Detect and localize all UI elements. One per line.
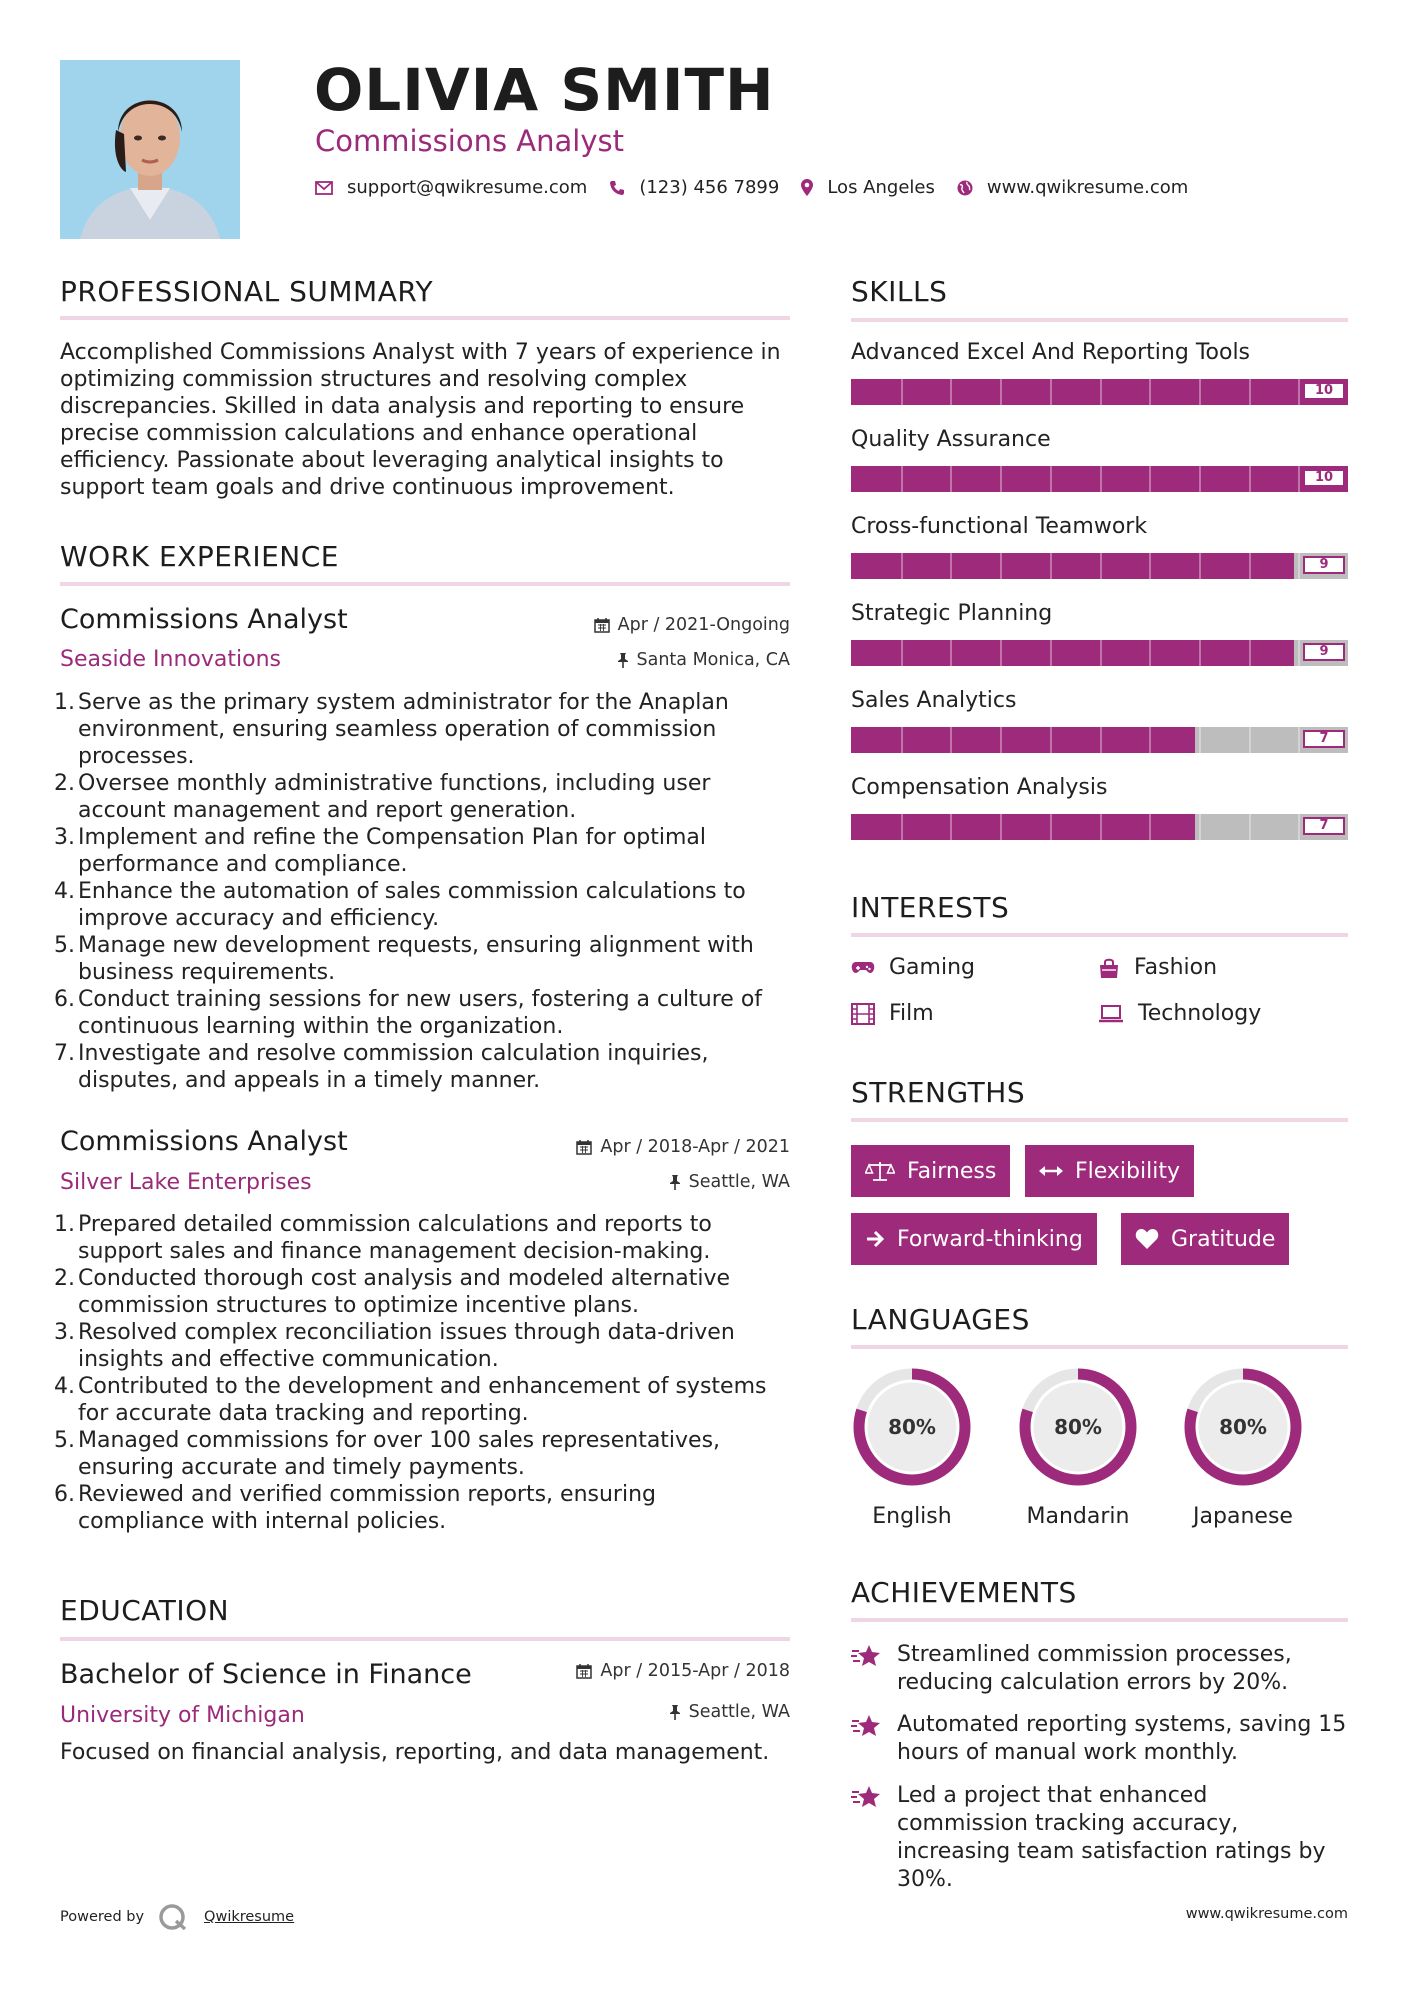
- achievement-line: increasing team satisfaction ratings by: [897, 1839, 1326, 1864]
- skill-bar-segment: [1249, 553, 1251, 579]
- profile-photo: [60, 60, 240, 239]
- education-degree: Bachelor of Science in Finance: [60, 1659, 472, 1690]
- achievements-divider: [851, 1618, 1348, 1622]
- contact-email-text: support@qwikresume.com: [347, 177, 588, 198]
- gamepad-icon: [851, 961, 875, 975]
- job-location-text: Seattle, WA: [688, 1172, 790, 1192]
- skill-bar: [851, 814, 1348, 840]
- strength-tag-gratitude: [1121, 1213, 1289, 1265]
- skill-bar-segment: [1149, 466, 1151, 492]
- skill-bar-segment: [950, 466, 952, 492]
- interests-divider: [851, 933, 1348, 937]
- list-item: 1. Serve as the primary system administrator for the Anaplan environment, ensuring seamless operation of commission processes.: [54, 690, 729, 769]
- skill-bar: [851, 379, 1348, 405]
- arrow-right-icon: [865, 1230, 885, 1248]
- achievement-line: Automated reporting systems, saving 15: [897, 1712, 1347, 1737]
- skill-bar-segment: [901, 553, 903, 579]
- skill-bar-segment: [1149, 727, 1151, 753]
- skill-bar-segment: [901, 814, 903, 840]
- arrows-horizontal-icon: [1039, 1164, 1063, 1178]
- skill-bar-segment: [1050, 466, 1052, 492]
- languages-heading: LANGUAGES: [851, 1303, 1030, 1336]
- skill-bar-segment: [1249, 379, 1251, 405]
- job-dates-text: Apr / 2018-Apr / 2021: [600, 1137, 790, 1157]
- skill-bar-segment: [1149, 379, 1151, 405]
- strengths-divider: [851, 1118, 1348, 1122]
- skill-bar-segment: [1050, 379, 1052, 405]
- skill-bar-segment: [901, 466, 903, 492]
- skill-bar-segment: [1298, 466, 1300, 492]
- language-item: [1017, 1366, 1139, 1529]
- skill-level-badge: 10: [1303, 469, 1345, 487]
- list-item: 2. Conducted thorough cost analysis and modeled alternative commission structures to optimize incentive plans.: [54, 1266, 730, 1318]
- contact-email[interactable]: [315, 177, 587, 198]
- calendar-icon: [576, 1139, 592, 1155]
- candidate-name: OLIVIA SMITH: [314, 56, 775, 124]
- job-dates: [594, 615, 790, 635]
- heart-icon: [1135, 1228, 1159, 1250]
- summary-line: support team goals and drive continuous improvement.: [60, 475, 675, 500]
- globe-icon: [957, 180, 973, 196]
- skill-name: Sales Analytics: [851, 688, 1017, 713]
- contact-website[interactable]: [957, 177, 1188, 198]
- skill-bar: [851, 727, 1348, 753]
- summary-line: discrepancies. Skilled in data analysis and reporting to ensure: [60, 394, 745, 419]
- language-ring: [851, 1366, 973, 1488]
- contact-website-text: www.qwikresume.com: [986, 177, 1189, 198]
- strength-label: Flexibility: [1075, 1158, 1180, 1184]
- skill-name: Strategic Planning: [851, 601, 1053, 626]
- summary-line: optimizing commission structures and resolving complex: [60, 367, 688, 392]
- languages-divider: [851, 1345, 1348, 1349]
- strength-tag-forward-thinking: [851, 1213, 1097, 1265]
- skill-bar-segment: [1249, 640, 1251, 666]
- skill-bar-segment: [1100, 727, 1102, 753]
- job-company: Seaside Innovations: [60, 647, 281, 672]
- skill-bar-segment: [1100, 553, 1102, 579]
- skill-bar-segment: [1199, 814, 1201, 840]
- skill-level-badge: 7: [1303, 730, 1345, 748]
- language-percent: 80%: [1054, 1415, 1102, 1439]
- skill-bar-segment: [950, 553, 952, 579]
- summary-heading: PROFESSIONAL SUMMARY: [60, 275, 434, 308]
- achievement-line: Led a project that enhanced: [897, 1783, 1208, 1808]
- job-dates-text: Apr / 2021-Ongoing: [617, 615, 790, 635]
- achievement-line: commission tracking accuracy,: [897, 1811, 1239, 1836]
- skill-bar-segment: [1050, 553, 1052, 579]
- skills-divider: [851, 318, 1348, 322]
- job-dates: [576, 1137, 790, 1157]
- achievement-item: [851, 1641, 1292, 1697]
- phone-icon: [609, 180, 625, 196]
- skill-level-badge: 7: [1303, 817, 1345, 835]
- language-name: Japanese: [1193, 1504, 1293, 1529]
- skill-bar-segment: [1199, 466, 1201, 492]
- language-item: [1182, 1366, 1304, 1529]
- skill-name: Quality Assurance: [851, 427, 1051, 452]
- skill-bar-segment: [1100, 814, 1102, 840]
- skill-bar-segment: [950, 379, 952, 405]
- job-responsibilities: [54, 1211, 790, 1535]
- list-item: 2. Oversee monthly administrative functions, including user account management and report generation.: [54, 771, 711, 823]
- interests-heading: INTERESTS: [851, 891, 1010, 924]
- candidate-role: Commissions Analyst: [315, 124, 624, 158]
- skill-bar-segment: [1249, 466, 1251, 492]
- skills-heading: SKILLS: [851, 275, 948, 308]
- skill-item: [851, 340, 1348, 405]
- job-title: Commissions Analyst: [60, 604, 348, 635]
- achievement-line: hours of manual work monthly.: [897, 1740, 1239, 1765]
- skill-bar: [851, 553, 1348, 579]
- skill-bar-segment: [901, 640, 903, 666]
- skill-item: [851, 775, 1348, 840]
- skill-bar-segment: [1149, 640, 1151, 666]
- list-item: 6. Conduct training sessions for new users, fostering a culture of continuous learning within the organization.: [54, 987, 763, 1039]
- skill-bar: [851, 466, 1348, 492]
- skill-bar-fill: [851, 553, 1294, 579]
- map-marker-icon: [801, 179, 813, 196]
- pushpin-icon: [669, 1704, 681, 1720]
- contact-phone-text: (123) 456 7899: [639, 177, 780, 198]
- shooting-star-icon: [851, 1713, 883, 1739]
- skill-name: Cross-functional Teamwork: [851, 514, 1148, 539]
- contact-location-text: Los Angeles: [827, 177, 935, 198]
- pushpin-icon: [617, 652, 629, 668]
- skill-bar-segment: [1199, 379, 1201, 405]
- skill-bar-segment: [1249, 814, 1251, 840]
- contact-phone[interactable]: [609, 177, 779, 198]
- skill-bar-segment: [1050, 814, 1052, 840]
- shooting-star-icon: [851, 1784, 883, 1810]
- skill-bar-segment: [1249, 727, 1251, 753]
- powered-by-text: Powered by: [60, 1909, 145, 1925]
- list-item: 6. Reviewed and verified commission reports, ensuring compliance with internal policies.: [54, 1482, 656, 1534]
- skill-bar-segment: [1149, 814, 1151, 840]
- balance-scale-icon: [865, 1160, 895, 1182]
- film-icon: [851, 1003, 875, 1025]
- skill-bar-segment: [1298, 727, 1300, 753]
- language-name: Mandarin: [1026, 1504, 1130, 1529]
- job-title: Commissions Analyst: [60, 1126, 348, 1157]
- skill-bar-segment: [901, 727, 903, 753]
- skill-bar-segment: [950, 814, 952, 840]
- skill-bar-segment: [950, 727, 952, 753]
- calendar-icon: [576, 1663, 592, 1679]
- profile-photo-illustration: [60, 60, 240, 239]
- job-company: Silver Lake Enterprises: [60, 1170, 312, 1195]
- interest-item-gaming: [851, 955, 975, 980]
- interest-label: Gaming: [889, 955, 975, 980]
- skill-name: Advanced Excel And Reporting Tools: [851, 340, 1251, 365]
- skill-bar: [851, 640, 1348, 666]
- education-dates-text: Apr / 2015-Apr / 2018: [600, 1661, 790, 1681]
- strengths-heading: STRENGTHS: [851, 1076, 1026, 1109]
- calendar-icon: [594, 617, 610, 633]
- skill-bar-segment: [1298, 379, 1300, 405]
- education-location: [669, 1702, 790, 1722]
- skill-bar-fill: [851, 640, 1294, 666]
- skill-bar-segment: [1000, 466, 1002, 492]
- contact-bar: [315, 177, 1210, 198]
- skill-bar-segment: [1199, 727, 1201, 753]
- skill-item: [851, 514, 1348, 579]
- achievement-line: reducing calculation errors by 20%.: [897, 1670, 1289, 1695]
- qwikresume-link[interactable]: Qwikresume: [204, 1909, 295, 1925]
- language-name: English: [872, 1504, 952, 1529]
- summary-line: Accomplished Commissions Analyst with 7 years of experience in: [60, 340, 781, 365]
- skill-bar-segment: [1298, 553, 1300, 579]
- strength-tag-fairness: [851, 1145, 1010, 1197]
- skill-bar-segment: [1050, 640, 1052, 666]
- education-dates: [576, 1661, 790, 1681]
- skill-bar-segment: [1199, 553, 1201, 579]
- achievement-item: [851, 1711, 1346, 1767]
- list-item: 3. Implement and refine the Compensation Plan for optimal performance and compliance.: [54, 825, 706, 877]
- job-location-text: Santa Monica, CA: [636, 650, 790, 670]
- strength-label: Fairness: [907, 1158, 997, 1184]
- list-item: 7. Investigate and resolve commission calculation inquiries, disputes, and appeals in a timely manner.: [54, 1041, 709, 1093]
- skill-level-badge: 9: [1303, 643, 1345, 661]
- list-item: 4. Contributed to the development and enhancement of systems for accurate data tracking and reporting.: [54, 1374, 767, 1426]
- skill-bar-segment: [1100, 640, 1102, 666]
- skill-item: [851, 601, 1348, 666]
- skill-bar-segment: [1000, 727, 1002, 753]
- pushpin-icon: [669, 1174, 681, 1190]
- interest-label: Technology: [1138, 1001, 1262, 1026]
- language-ring: [1017, 1366, 1139, 1488]
- achievement-line: 30%.: [897, 1867, 953, 1892]
- interest-label: Fashion: [1134, 955, 1218, 980]
- strength-label: Forward-thinking: [897, 1226, 1083, 1252]
- skill-bar-segment: [1000, 553, 1002, 579]
- skill-bar-segment: [1100, 379, 1102, 405]
- skill-bar-segment: [1000, 640, 1002, 666]
- interest-label: Film: [889, 1001, 934, 1026]
- achievement-line: Streamlined commission processes,: [897, 1642, 1292, 1667]
- skill-bar-segment: [1050, 727, 1052, 753]
- education-location-text: Seattle, WA: [688, 1702, 790, 1722]
- summary-line: precise commission calculations and enhance operational: [60, 421, 698, 446]
- skill-level-badge: 10: [1303, 382, 1345, 400]
- interest-item-fashion: [1098, 955, 1217, 980]
- skill-level-badge: 9: [1303, 556, 1345, 574]
- skill-bar-segment: [1199, 640, 1201, 666]
- envelope-icon: [315, 181, 333, 195]
- list-item: 3. Resolved complex reconciliation issues through data-driven insights and effective communication.: [54, 1320, 735, 1372]
- summary-text: [60, 339, 790, 501]
- experience-divider: [60, 582, 790, 586]
- skill-bar-segment: [901, 379, 903, 405]
- skill-item: [851, 427, 1348, 492]
- laptop-icon: [1098, 1005, 1124, 1023]
- interest-item-film: [851, 1001, 934, 1026]
- skill-bar-segment: [1100, 466, 1102, 492]
- skill-bar-segment: [1298, 640, 1300, 666]
- education-heading: EDUCATION: [60, 1594, 230, 1627]
- contact-location: [801, 177, 935, 198]
- list-item: 5. Manage new development requests, ensuring alignment with business requirements.: [54, 933, 754, 985]
- footer-website[interactable]: www.qwikresume.com: [1185, 1906, 1348, 1922]
- skill-bar-segment: [950, 640, 952, 666]
- shooting-star-icon: [851, 1643, 883, 1669]
- language-percent: 80%: [1219, 1415, 1267, 1439]
- language-percent: 80%: [888, 1415, 936, 1439]
- qwikresume-logo-icon: [158, 1903, 190, 1931]
- job-responsibilities: [54, 689, 790, 1094]
- education-divider: [60, 1637, 790, 1641]
- job-location: [669, 1172, 790, 1192]
- list-item: 5. Managed commissions for over 100 sales representatives, ensuring accurate and timely payments.: [54, 1428, 721, 1480]
- list-item: 1. Prepared detailed commission calculations and reports to support sales and finance management decision-making.: [54, 1212, 712, 1264]
- summary-divider: [60, 316, 790, 320]
- list-item: 4. Enhance the automation of sales commission calculations to improve accuracy and efficiency.: [54, 879, 746, 931]
- education-description: Focused on financial analysis, reporting, and data management.: [60, 1740, 770, 1765]
- education-school: University of Michigan: [60, 1703, 305, 1728]
- strength-tag-flexibility: [1025, 1145, 1194, 1197]
- skill-bar-segment: [1298, 814, 1300, 840]
- experience-heading: WORK EXPERIENCE: [60, 540, 339, 573]
- achievements-heading: ACHIEVEMENTS: [851, 1576, 1077, 1609]
- language-ring: [1182, 1366, 1304, 1488]
- skill-bar-segment: [1000, 379, 1002, 405]
- language-item: [851, 1366, 973, 1529]
- achievement-item: [851, 1782, 1325, 1894]
- job-location: [617, 650, 791, 670]
- interest-item-technology: [1098, 1001, 1261, 1026]
- skill-bar-segment: [1149, 553, 1151, 579]
- skill-item: [851, 688, 1348, 753]
- skill-bar-segment: [1000, 814, 1002, 840]
- summary-line: efficiency. Passionate about leveraging analytical insights to: [60, 448, 724, 473]
- strength-label: Gratitude: [1171, 1226, 1276, 1252]
- skill-name: Compensation Analysis: [851, 775, 1108, 800]
- footer-powered-by: [60, 1903, 294, 1931]
- shopping-bag-icon: [1098, 957, 1120, 979]
